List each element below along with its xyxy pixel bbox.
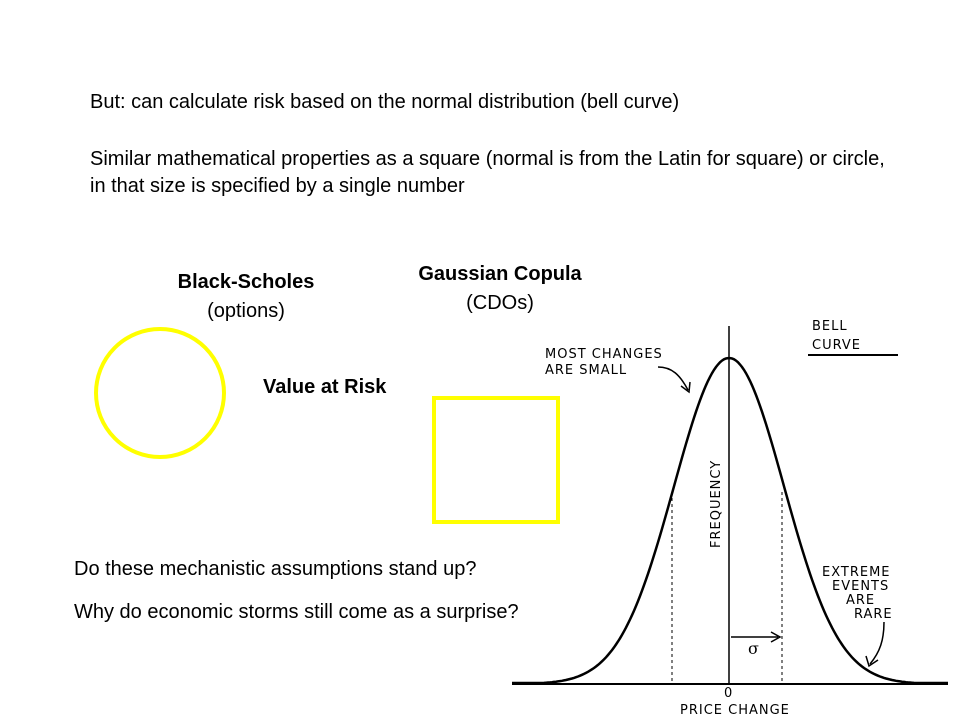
price-change-axis-label: PRICE CHANGE bbox=[680, 703, 790, 718]
question-storms: Why do economic storms still come as a surprise? bbox=[74, 601, 519, 623]
question-assumptions: Do these mechanistic assumptions stand up? bbox=[74, 558, 477, 580]
black-scholes-subtitle: (options) bbox=[207, 300, 285, 322]
intro-line: But: can calculate risk based on the normal distribution (bell curve) bbox=[90, 91, 680, 113]
note-top-arrow-icon bbox=[658, 367, 688, 390]
properties-paragraph: Similar mathematical properties as a square (normal is from the Latin for square) or circle, in that size is specified by a single number bbox=[90, 148, 885, 197]
note-most-changes-line1: MOST CHANGES bbox=[545, 347, 663, 362]
note-tail-arrow-icon bbox=[870, 622, 884, 664]
sigma-label: σ bbox=[748, 639, 759, 658]
zero-tick-label: 0 bbox=[724, 686, 734, 701]
note-extreme-line4: RARE bbox=[854, 607, 893, 622]
bell-curve-title-line1: BELL bbox=[812, 319, 848, 334]
note-extreme-line2: EVENTS bbox=[832, 579, 890, 594]
gaussian-copula-title: Gaussian Copula bbox=[418, 263, 582, 285]
gaussian-copula-subtitle: (CDOs) bbox=[466, 292, 534, 314]
frequency-axis-label: FREQUENCY bbox=[709, 459, 724, 548]
bell-curve-title-line2: CURVE bbox=[812, 338, 862, 353]
note-most-changes-line2: ARE SMALL bbox=[545, 363, 628, 378]
value-at-risk-label: Value at Risk bbox=[263, 376, 387, 398]
black-scholes-title: Black-Scholes bbox=[177, 271, 315, 293]
note-extreme-line1: EXTREME bbox=[822, 565, 891, 580]
note-extreme-line3: ARE bbox=[846, 593, 876, 608]
